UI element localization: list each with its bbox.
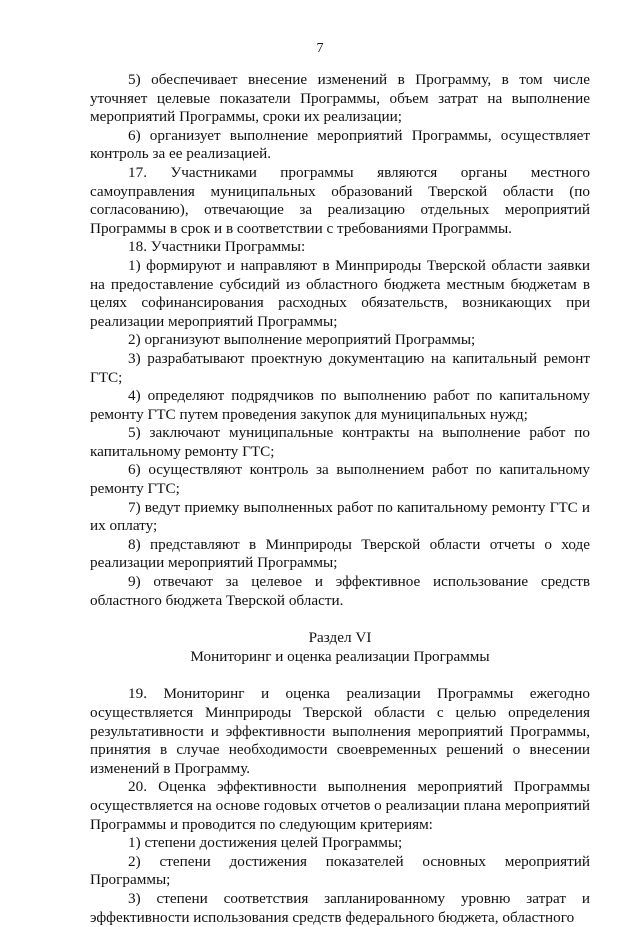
paragraph: 18. Участники Программы: — [128, 238, 306, 256]
paragraph: 5) обеспечивает внесение изменений в Программу, в том числе уточняет целевые показатели Программы, объем затрат на выполнение мероприятий Программы, сроки их реализации; — [90, 71, 590, 126]
paragraph: 3) степени соответствия запланированному уровню затрат и эффективности использования средств федерального бюджета, областного — [90, 889, 590, 926]
paragraph: 2) степени достижения показателей основных мероприятий Программы; — [90, 852, 590, 889]
paragraph: 3) разрабатывают проектную документацию на капитальный ремонт ГТС; — [90, 349, 590, 386]
paragraph: 8) представляют в Минприроды Тверской области отчеты о ходе реализации мероприятий Программы; — [90, 535, 590, 572]
paragraph: 6) осуществляют контроль за выполнением работ по капитальному ремонту ГТС; — [90, 461, 590, 498]
paragraph: 7) ведут приемку выполненных работ по капитальному ремонту ГТС и их оплату; — [90, 498, 590, 535]
paragraph: 6) организует выполнение мероприятий Программы, осуществляет контроль за ее реализацией. — [90, 126, 590, 163]
paragraph: 17. Участниками программы являются органы местного самоуправления муниципальных образований Тверской области (по согласованию), отвечающие за реализацию отдельных мероприятий Программы в срок и в соответствии с требованиями Программы. — [90, 163, 590, 237]
paragraph: 5) заключают муниципальные контракты на выполнение работ по капитальному ремонту ГТС; — [90, 424, 590, 460]
section-heading: Раздел VI — [308, 629, 372, 647]
paragraph: 19. Мониторинг и оценка реализации Программы ежегодно осуществляется Минприроды Тверской области с целью определения результативности и эффективности выполнения мероприятий Программы, принятия в случае необходимости своевременных решений о внесении изменений в Программу. — [90, 685, 590, 777]
paragraph: 4) определяют подрядчиков по выполнению работ по капитальному ремонту ГТС путем проведения закупок для муниципальных нужд; — [90, 387, 590, 423]
paragraph: 20. Оценка эффективности выполнения мероприятий Программы осуществляется на основе годовых отчетов о реализации плана мероприятий Программы и проводится по следующим критериям: — [90, 778, 590, 833]
document-body — [90, 71, 590, 927]
section-title: Мониторинг и оценка реализации Программы — [190, 647, 490, 665]
paragraph: 9) отвечают за целевое и эффективное использование средств областного бюджета Тверской области. — [90, 573, 590, 609]
paragraph: 1) степени достижения целей Программы; — [128, 834, 403, 852]
paragraph: 2) организуют выполнение мероприятий Программы; — [128, 331, 476, 349]
page-number: 7 — [316, 41, 324, 56]
paragraph: 1) формируют и направляют в Минприроды Тверской области заявки на предоставление субсидий из областного бюджета местным бюджетам в целях софинансирования расходных обязательств, возникающих при реализации мероприятий Программы; — [90, 256, 590, 330]
